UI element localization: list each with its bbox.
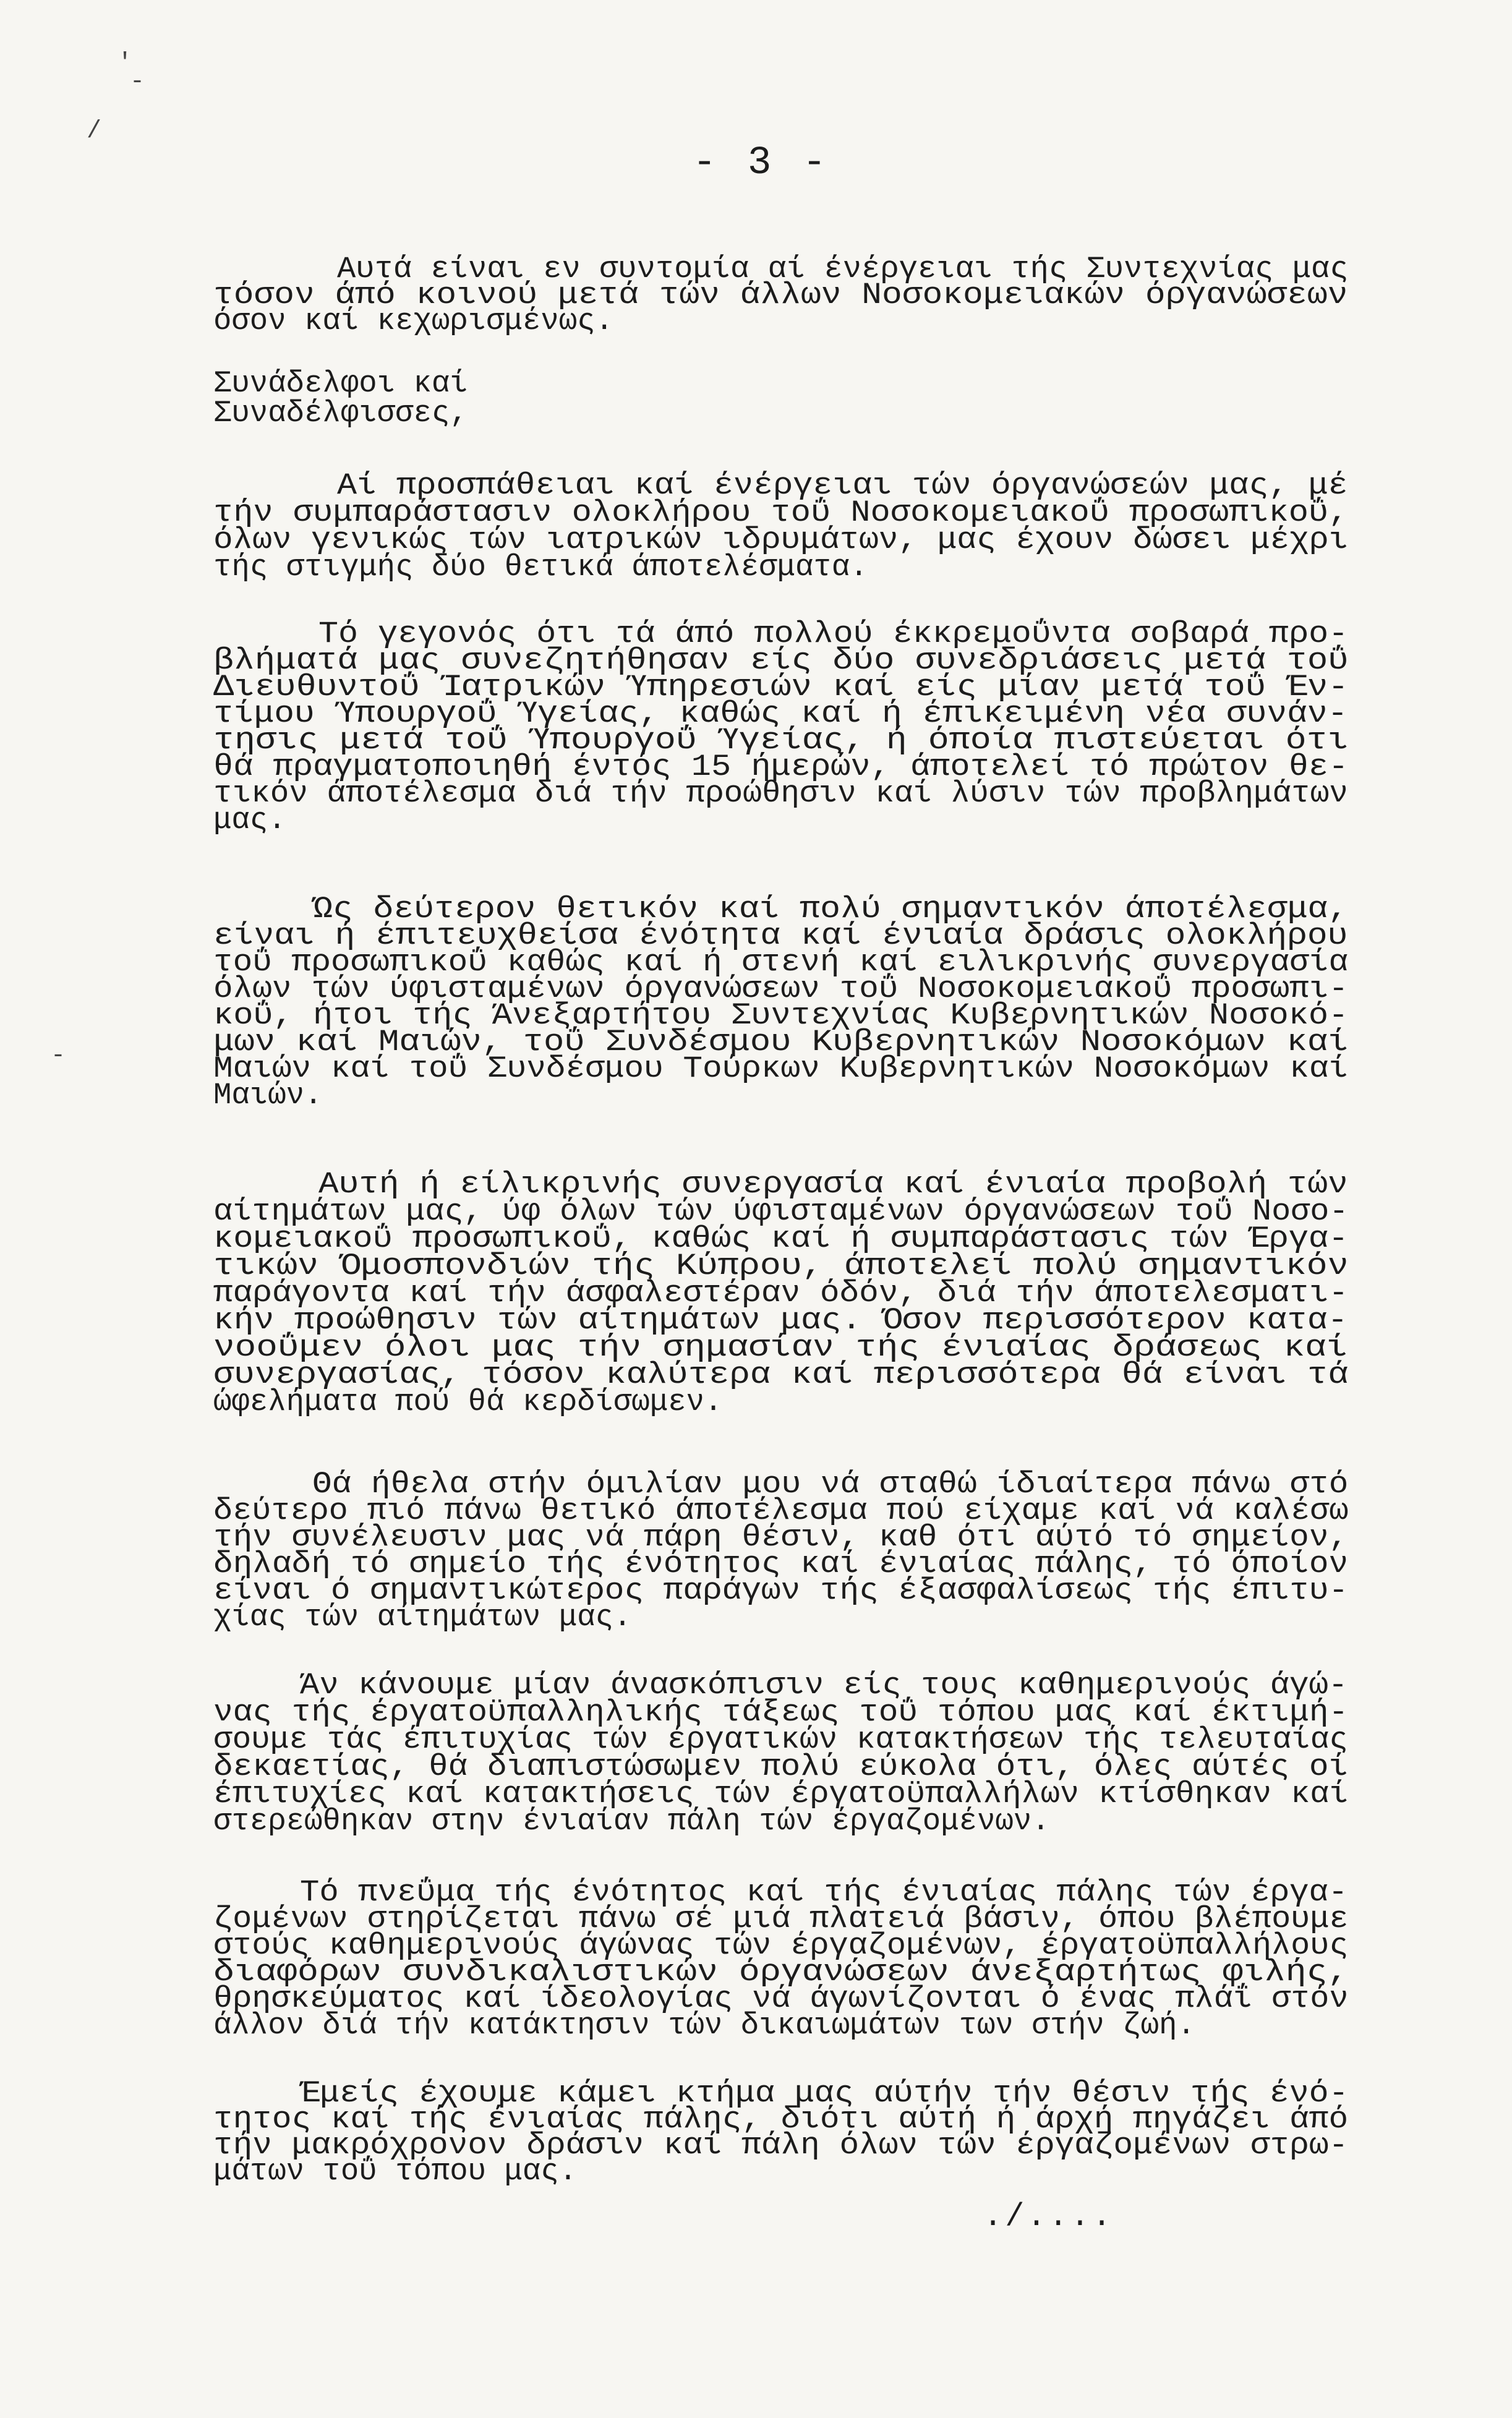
text-line: Άν κάνουμε μίαν άνασκόπισιν είς τους καθημερινούς άγώ-	[300, 1668, 1348, 1702]
text-line: όσον καί κεχωρισμένως.	[213, 304, 613, 338]
text-line: στούς καθημερινούς άγώνας τών έργαζομένων, έργατοϋπαλλήλους	[213, 1928, 1349, 1963]
text-line: Αί προσπάθειαι καί ένέργειαι τών όργανώσεών μας, μέ	[337, 468, 1348, 503]
text-line: μων καί Μαιών, τοΰ Συνδέσμου Κυβερνητικών Νοσοκόμων καί	[213, 1025, 1349, 1059]
text-line: διαφόρων συνδικαλιστικών όργανώσεων άνεξαρτήτως φιλής,	[213, 1955, 1349, 1989]
text-line: Αυτά είναι εν συντομία αί ένέργειαι τής Συντεχνίας μας	[337, 252, 1349, 286]
text-line: αίτημάτων μας, ύφ όλων τών ύφισταμένων όργανώσεων τοΰ Νοσο-	[213, 1194, 1349, 1229]
text-line: Συναδέλφισσες,	[213, 396, 468, 430]
margin-mark: /	[87, 117, 102, 145]
text-line: άλλον διά τήν κατάκτησιν τών δικαιωμάτων των στήν ζωή.	[213, 2008, 1195, 2043]
text-line: τικών Όμοσπονδιών τής Κύπρου, άποτελεί πολύ σημαντικόν	[213, 1249, 1349, 1283]
text-line: Τό γεγονός ότι τά άπό πολλού έκκρεμοΰντα σοβαρά προ-	[318, 617, 1349, 651]
text-line: τικόν άποτέλεσμα διά τήν προώθησιν καί λύσιν τών προβλημάτων	[213, 776, 1348, 811]
text-line: είναι ή έπιτευχθείσα ένότητα καί ένιαία δράσις ολοκλήρου	[213, 918, 1348, 953]
text-line: Μαιών.	[213, 1078, 323, 1113]
text-line: Θά ήθελα στήν όμιλίαν μου νά σταθώ ίδιαίτερα πάνω στό	[312, 1467, 1349, 1502]
text-line: μάτων τοΰ τόπου μας.	[213, 2154, 578, 2189]
text-line: κομειακοΰ προσωπικοΰ, καθώς καί ή συμπαράστασις τών Έργα-	[213, 1221, 1349, 1256]
text-line: θά πραγματοποιηθή έντός 15 ήμερών, άποτελεί τό πρώτον θε-	[213, 750, 1349, 784]
text-line: βλήματά μας συνεζητήθησαν είς δύο συνεδριάσεις μετά τοΰ	[213, 643, 1349, 678]
text-line: τήν συμπαράστασιν ολοκλήρου τοΰ Νοσοκομειακοΰ προσωπικοΰ,	[213, 495, 1349, 530]
text-line: τοΰ προσωπικοΰ καθώς καί ή στενή καί ειλικρινής συνεργασία	[213, 945, 1349, 980]
text-line: συνεργασίας, τόσον καλύτερα καί περισσότερα θά είναι τά	[213, 1357, 1349, 1392]
page-number: - 3 -	[693, 141, 831, 186]
text-line: Ώς δεύτερον θετικόν καί πολύ σημαντικόν άποτέλεσμα,	[312, 892, 1349, 926]
text-line: Συνάδελφοι καί	[213, 366, 468, 401]
text-line: στερεώθηκαν στην ένιαίαν πάλη τών έργαζομένων.	[213, 1804, 1050, 1839]
margin-mark: -	[130, 68, 145, 96]
text-line: ώφελήματα πού θά κερδίσωμεν.	[213, 1385, 723, 1419]
text-line: είναι ό σημαντικώτερος παράγων τής έξασφαλίσεως τής έπιτυ-	[213, 1573, 1349, 1608]
text-line: μας.	[213, 803, 286, 837]
text-line: Έμείς έχουμε κάμει κτήμα μας αύτήν τήν θέσιν τής ένό-	[300, 2076, 1349, 2111]
text-line: τόσον άπό κοινού μετά τών άλλων Νοσοκομειακών όργανώσεων	[213, 278, 1348, 312]
text-line: τησις μετά τοΰ Ύπουργοΰ Ύγείας, ή όποία πιστεύεται ότι	[213, 723, 1349, 758]
text-line: σουμε τάς έπιτυχίας τών έργατικών κατακτήσεων τής τελευταίας	[213, 1722, 1348, 1757]
text-line: τήν συνέλευσιν μας νά πάρη θέσιν, καθ ότι αύτό τό σημείον,	[213, 1520, 1349, 1555]
text-line: δηλαδή τό σημείο τής ένότητος καί ένιαίας πάλης, τό όποίον	[213, 1547, 1349, 1581]
text-line: νας τής έργατοϋπαλληλικής τάξεως τοΰ τόπου μας καί έκτιμή-	[213, 1695, 1349, 1730]
text-line: Τό πνεΰμα τής ένότητος καί τής ένιαίας πάλης τών έργα-	[300, 1875, 1348, 1910]
text-line: τητος καί τής ένιαίας πάλης, διότι αύτή ή άρχή πηγάζει άπό	[213, 2102, 1349, 2137]
text-line: τής στιγμής δύο θετικά άποτελέσματα.	[213, 550, 868, 584]
text-line: όλων γενικώς τών ιατρικών ιδρυμάτων, μας έχουν δώσει μέχρι	[213, 523, 1349, 557]
margin-mark: -	[51, 1042, 66, 1070]
text-line: Αυτή ή είλικρινής συνεργασία καί ένιαία προβολή τών	[318, 1167, 1348, 1202]
text-line: ζομένων στηρίζεται πάνω σέ μιά πλατειά βάσιν, όπου βλέπουμε	[213, 1902, 1349, 1936]
text-line: δεύτερο πιό πάνω θετικό άποτέλεσμα πού είχαμε καί νά καλέσω	[213, 1493, 1349, 1528]
text-line: Μαιών καί τοΰ Συνδέσμου Τούρκων Κυβερνητικών Νοσοκόμων καί	[213, 1051, 1349, 1086]
text-line: έπιτυχίες καί κατακτήσεις τών έργατοϋπαλλήλων κτίσθηκαν καί	[213, 1777, 1349, 1811]
text-line: νοοΰμεν όλοι μας τήν σημασίαν τής ένιαίας δράσεως καί	[213, 1330, 1348, 1365]
text-line: δεκαετίας, θά διαπιστώσωμεν πολύ εύκολα ότι, όλες αύτές οί	[213, 1749, 1349, 1784]
text-line: παράγοντα καί τήν άσφαλεστέραν όδόν, διά τήν άποτελεσματι-	[213, 1276, 1349, 1310]
text-line: θρησκεύματος καί ίδεολογίας νά άγωνίζονται ό ένας πλάΐ στόν	[213, 1981, 1349, 2016]
text-line: τήν μακρόχρονον δράσιν καί πάλη όλων τών έργαζομένων στρω-	[213, 2128, 1349, 2163]
text-line: κήν προώθησιν τών αίτημάτων μας. Όσον περισσότερον κατα-	[213, 1303, 1348, 1338]
text-line: κοΰ, ήτοι τής Άνεξαρτήτου Συντεχνίας Κυβερνητικών Νοσοκό-	[213, 998, 1349, 1033]
margin-mark: '	[117, 49, 133, 77]
text-line: τίμου Ύπουργοΰ Ύγείας, καθώς καί ή έπικειμένη νέα συνάν-	[213, 696, 1348, 731]
text-line: χίας τών αίτημάτων μας.	[213, 1600, 632, 1634]
text-line: Διευθυντοΰ Ίατρικών Ύπηρεσιών καί είς μίαν μετά τοΰ Έν-	[213, 670, 1349, 704]
text-line: όλων τών ύφισταμένων όργανώσεων τοΰ Νοσοκομειακοΰ προσωπι-	[213, 972, 1349, 1006]
continuation-mark: ./....	[983, 2198, 1114, 2235]
